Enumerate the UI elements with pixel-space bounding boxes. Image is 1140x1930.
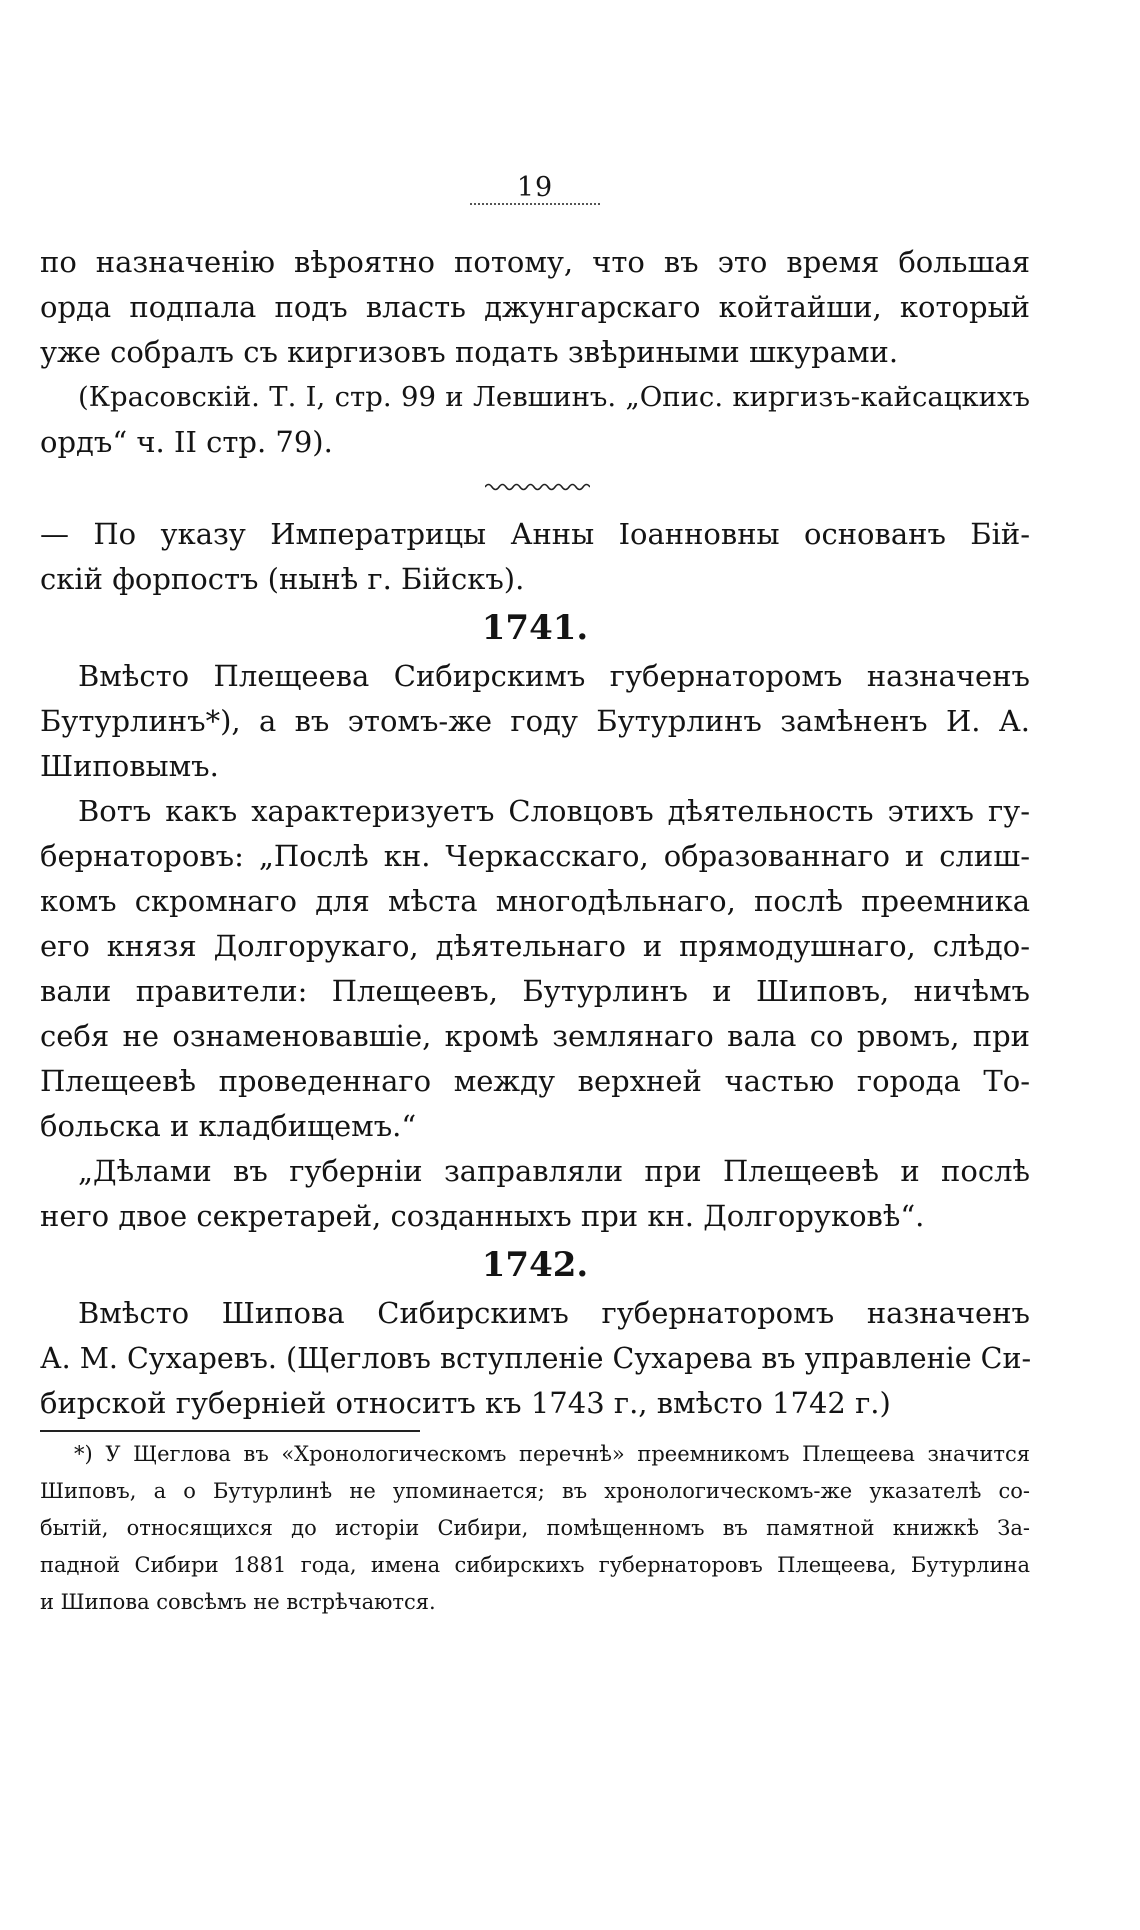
text-line: Плещеевѣ проведеннаго между верхней частью города То-	[40, 1064, 1030, 1098]
text-line: него двое секретарей, созданныхъ при кн. Долгоруковѣ“.	[40, 1199, 925, 1233]
text-line: орда подпала подъ власть джунгарскаго койтайши, который	[40, 290, 1030, 324]
footnote-line: Шиповъ, а о Бутурлинѣ не упоминается; въ хронологическомъ-же указателѣ со-	[40, 1479, 1030, 1503]
text-line: комъ скромнаго для мѣста многодѣльнаго, послѣ преемника	[40, 884, 1030, 918]
text-line: — По указу Императрицы Анны Іоанновны основанъ Бій-	[40, 517, 1030, 551]
text-line: „Дѣлами въ губерніи заправляли при Плещеевѣ и послѣ	[78, 1154, 1030, 1188]
text-line: по назначенію вѣроятно потому, что въ это время большая	[40, 245, 1030, 279]
page-number-underline	[470, 203, 600, 205]
footnote-rule	[40, 1430, 420, 1432]
text-line: Бутурлинъ*), а въ этомъ-же году Бутурлинъ замѣненъ И. А.	[40, 704, 1030, 738]
footnote	[40, 1436, 1030, 1621]
text-line: вали правители: Плещеевъ, Бутурлинъ и Шиповъ, ничѣмъ	[40, 974, 1030, 1008]
text-line: уже собралъ съ киргизовъ подать звѣриными шкурами.	[40, 335, 899, 369]
wavy-divider	[485, 480, 590, 494]
text-line: Вотъ какъ характеризуетъ Словцовъ дѣятельность этихъ гу-	[78, 794, 1030, 828]
text-line: бирской губерніей относитъ къ 1743 г., вмѣсто 1742 г.)	[40, 1386, 891, 1420]
page-number: 19	[516, 172, 554, 203]
text-line: А. М. Сухаревъ. (Щегловъ вступленіе Сухарева въ управленіе Си-	[40, 1342, 1032, 1375]
text-line: (Красовскій. Т. I, стр. 99 и Левшинъ. „Опис. киргизъ-кайсацкихъ	[78, 381, 1030, 413]
text-line: Шиповымъ.	[40, 749, 219, 783]
footnote-line: бытій, относящихся до исторіи Сибири, помѣщенномъ въ памятной книжкѣ За-	[40, 1516, 1030, 1540]
year-heading-1742: 1742.	[481, 1245, 589, 1285]
paragraph-2	[40, 512, 1030, 1426]
text-line: Вмѣсто Шипова Сибирскимъ губернаторомъ назначенъ	[78, 1296, 1030, 1330]
year-heading-1741: 1741.	[481, 608, 589, 648]
footnote-line: *) У Щеглова въ «Хронологическомъ перечнѣ» преемникомъ Плещеева значится	[74, 1442, 1030, 1466]
footnote-line: падной Сибири 1881 года, имена сибирскихъ губернаторовъ Плещеева, Бутурлина	[40, 1553, 1030, 1577]
paragraph-1	[40, 240, 1030, 465]
text-line: скій форпостъ (нынѣ г. Бійскъ).	[40, 562, 525, 596]
text-line: ордъ“ ч. II стр. 79).	[40, 425, 333, 459]
text-line: больска и кладбищемъ.“	[40, 1109, 417, 1143]
text-line: его князя Долгорукаго, дѣятельнаго и прямодушнаго, слѣдо-	[40, 929, 1030, 963]
text-line: себя не ознаменовавшіе, кромѣ землянаго вала со рвомъ, при	[40, 1019, 1030, 1053]
text-line: бернаторовъ: „Послѣ кн. Черкасскаго, образованнаго и слиш-	[40, 839, 1030, 873]
text-line: Вмѣсто Плещеева Сибирскимъ губернаторомъ назначенъ	[78, 659, 1030, 693]
footnote-line: и Шипова совсѣмъ не встрѣчаются.	[40, 1590, 436, 1614]
